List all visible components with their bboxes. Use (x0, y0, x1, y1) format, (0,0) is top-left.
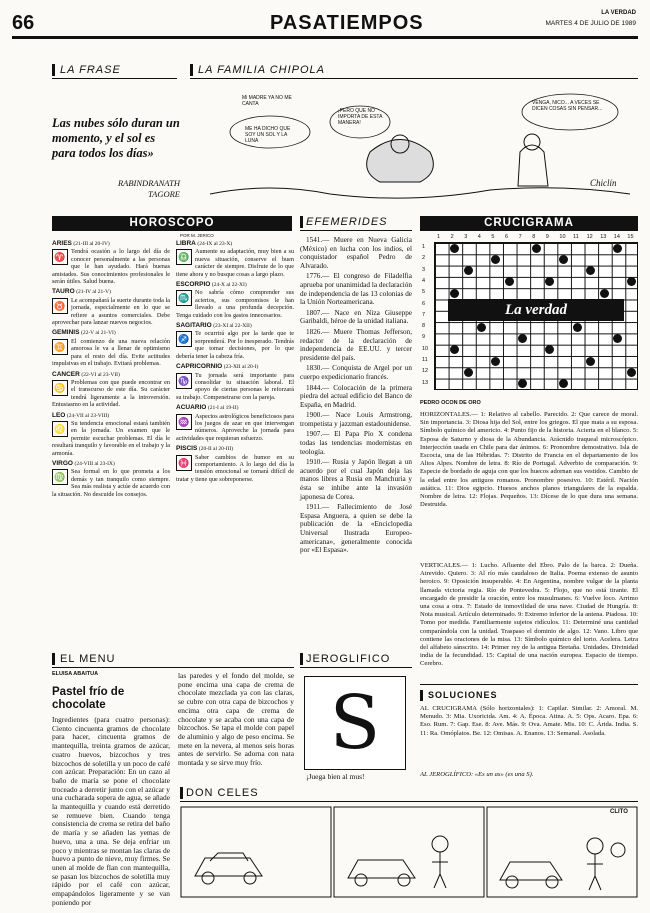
menu-recipe-body-1: Ingredientes (para cuatro personas): Ciento cincuenta gramos de chocolate para hacer, cincuenta gramos de mantequilla, treinta gramos de azúcar, cuatro huevos, bizcochos y tres bizcochos de soletilla y un poco de café con azúcar. Preparación: En un cazo al baño de maría se pone el chocolate troceado a derretir junto con el azúcar y una cucharada sopera de agua, se añade la mantequilla y cuando está derretido se remueve bien. Cuando tenga consistencia de crema se retira del baño de maría y se añaden las yemas de huevo, una a una. Se deja enfriar un poco y mientras se montan las claras de huevo a punto de nieve, muy firmes. Se unen al molde de flan con mantequilla, se pasan los bizcochos de soletilla muy rápido por el café con azúcar, empapándolos ligeramente y se van poniendo por (52, 715, 170, 907)
zodiac-icon: ♑ (176, 373, 192, 389)
jeroglifico-marker (300, 653, 303, 665)
bubble-2: ¡PERO QUE NO IMPORTA DE ESTA MANERA! (338, 108, 383, 126)
black-square (559, 379, 568, 388)
horoscope-sign (176, 363, 294, 401)
section-title: PASATIEMPOS (270, 12, 424, 34)
menu-rule (52, 667, 294, 668)
sign-dates: (20-II al 20-III) (198, 446, 234, 453)
crossword-verticales: VERTICALES.— 1: Lucho. Afluente del Ebro. Palo de la barca. 2: Dueña. Atrevido. Quiero. 3: Al río más caudaloso de Italia. Poema extenso de asunto heroico. 9: Oposición insuperable. 4: En Argentina, nombre vulgar de la planta llamada victoria regia. Río de Pontevedra. 5: Flojo, que no está tirante. El encargado de presidir la oración, entre los musulmanes. 6: Vuelve loco. Arrimo una cosa a otra. 7: Estado de inmovilidad de una nave. Ciudad de Hungría. 8: Nota musical. Artículo determinado. 9: Extremo inferior de la antena. Piadosa. 10: Tomo por medida. Familiarmente sujetos ridículos. 11: Determiné una cantidad comparándola con la unidad. Traspaso el dominio de algo. 12: Vano. Libro que contiene las oraciones de la misa. 13: Símbolo químico del torio. Acelera. Letra del alfabeto sánscrito. 14: Primer rey de la antigua Bretaña. Unidades. Divinidad india de la fecundidad. 15: Capital de una nación europea. Espacio de tiempo. Cerebro. (420, 562, 638, 668)
familia-rule (190, 78, 638, 79)
grid-col-number: 5 (491, 234, 495, 240)
sign-dates: (24-X al 22-XI) (211, 282, 247, 289)
grid-row-number: 9 (422, 334, 426, 341)
grid-row-number: 2 (422, 255, 426, 262)
horoscope-sign (176, 322, 294, 360)
zodiac-icon: ♏ (176, 290, 192, 306)
celes-marker (180, 787, 183, 799)
zodiac-icon: ♉ (52, 298, 68, 314)
sign-text: Te ocurrirá algo por la tarde que te sorprenderá. Por lo inesperado. Tendrás que tomar decisiones, por lo que debería tener la cabeza fría. (176, 330, 294, 360)
celes-rule (180, 801, 638, 802)
menu-recipe-body-2: las paredes y el fondo del molde, se pone encima una capa de crema de chocolate mezclada ya con las claras, se cubre con otra capa de bizcochos y encima otra capa de crema de chocolate y se acaba con una capa de bizcochos. Se tapa el molde con papel de aluminio y algo de peso encima. Se mete en la nevera, al menos seis horas antes de servirlo. Se adorna con nata montada y se sirve muy frío. (178, 671, 294, 768)
grid-row-number: 5 (422, 289, 426, 296)
sign-text: Tu jornada será importante para consolidar tu situación laboral. El apoyo de ciertas personas le reforzará su trabajo. Compenetrarse con la pareja. (176, 371, 294, 401)
crucigrama-heading-bar (420, 216, 638, 231)
efemeride-entry: 1844.— Colocación de la primera piedra del actual edificio del Banco de España, en Madrid. (300, 383, 412, 409)
newspaper-name: LA VERDAD (601, 10, 636, 16)
sign-text: Aumente su adaptación, muy bien a su nueva situación, conserve el buen carácter de siempre. Disfrute de lo que tiene ahora y no busque cosas a largo plazo. (176, 248, 294, 278)
grid-row-number: 1 (422, 244, 426, 250)
horoscope-sign (176, 281, 294, 319)
horoscopo-heading-bar (52, 216, 292, 231)
sign-dates: (24-VIII al 23-IX) (74, 460, 115, 467)
soluciones-marker (420, 690, 423, 701)
familia-heading: LA FAMILIA CHIPOLA (198, 64, 326, 76)
bubble-1: Mi MADRE YA NO ME CANTA (242, 95, 292, 107)
sign-name: LIBRA (176, 240, 196, 247)
black-square (450, 244, 459, 253)
sign-name: CANCER (52, 370, 80, 378)
jeroglifico-glyph: S (329, 680, 381, 766)
horoscopo-col-left (52, 240, 170, 501)
horoscopo-col-right (176, 240, 294, 486)
zodiac-icon: ♌ (52, 421, 68, 437)
zodiac-icon: ♎ (176, 249, 192, 265)
page-number: 66 (12, 12, 35, 34)
menu-marker (52, 653, 55, 665)
black-square (491, 357, 500, 366)
efemeride-entry: 1826.— Muere Thomas Jefferson, redactor de la declaración de independencia de EE.UU. y tercer presidente del país. (300, 327, 412, 362)
efemeride-entry: 1541.— Muere en Nueva Galicia (México) en lucha con los indios, el conquistador español Pedro de Alvarado. (300, 236, 412, 270)
sign-text: Aspectos astrológicos beneficiosos para los juegos de azar en que intervengan números. Aproveche la jornada para actividades que requieran esfuerzo. (176, 412, 294, 442)
menu-heading: EL MENU (60, 653, 116, 665)
comic-strip-don-celes (180, 806, 638, 898)
crossword-horizontales: HORIZONTALES.— 1: Relativo al cabello. Parecido. 2: Que carece de moral. Sin importancia. 3: Diosa hija del Sol, entre los griegos. El que mata a su esposa. Símbolo químico del americio. 4: Punto fijo de la historia. Acierta en el blanco. 5: Esposa de Saturno y diosa de la Abundancia. Arácnido traqueal microscópico. Interjección usada en Chile para dar ánimos. 6: Pronombre demostrativo. Isla de Escocia, una de las Hébridas. 7: Distrito de Francia en el departamento de los Altos Alpes. Nombre de letra. 8: Río de Portugal. Adverbio de comparación. 9: Especie de bordado de aguja con que los huecos adornan sus vestidos. Cambio de la edad entre los antiguos romanos. Pronombre posesivo. 10: Estéril. Nación asiática. 11: Dios egipcio. Huesos anchos planos triangulares de la espalda. Nombre de letra. 12: Flojas. Pequeños. 13: Dícese de lo que dura una semana. Destruida. (420, 411, 638, 509)
soluciones-jeroglifico: AL JEROGLÍFICO: «Es un as» (es una S). (420, 771, 534, 778)
zodiac-icon: ♊ (52, 339, 68, 355)
efemeride-entry: 1830.— Conquista de Argel por un cuerpo expedicionario francés. (300, 364, 412, 381)
zodiac-icon: ♋ (52, 380, 68, 396)
grid-col-number: 12 (586, 234, 593, 240)
horoscope-sign (52, 460, 170, 498)
sign-dates: (22-VI al 23-VII) (81, 371, 120, 378)
horoscopo-heading: HOROSCOPO (129, 217, 215, 229)
grid-col-number: 8 (532, 234, 536, 240)
issue-date: MARTES 4 DE JULIO DE 1989 (545, 20, 636, 27)
grid-col-number: 1 (437, 234, 441, 240)
celes-drawing (180, 806, 638, 898)
jeroglifico-heading: JEROGLIFICO (306, 653, 391, 665)
efemerides-marker (300, 216, 303, 228)
familia-marker (190, 64, 193, 76)
sign-name: SAGITARIO (176, 322, 212, 330)
grid-col-number: 6 (505, 234, 509, 240)
efemeride-entry: 1807.— Nace en Niza Giuseppe Garibaldi, héroe de la unidad italiana. (300, 308, 412, 326)
black-square (505, 277, 514, 286)
zodiac-icon: ♒ (176, 414, 192, 430)
horoscope-sign (52, 288, 170, 326)
sign-name: GEMINIS (52, 329, 80, 337)
sign-dates: (21-IV al 21-V) (76, 289, 111, 296)
efemeride-entry: 1776.— El congreso de Filadelfia aprueba por unanimidad la declaración de independencia de las 13 colonias de la Unión Norteamericana. (300, 272, 412, 307)
sign-dates: (21-III al 20-IV) (73, 241, 110, 247)
menu-author: ELUISA ABAITUA (52, 671, 99, 677)
sign-name: ESCORPIO (176, 281, 211, 289)
header-rule (12, 36, 638, 39)
grid-col-number: 13 (600, 234, 607, 240)
sign-text: Saber cambios de humor en su comportamiento. A lo largo del día la tensión emocional se tornará difícil de tratar y tiene que sobreponerse. (176, 453, 294, 483)
sign-name: ACUARIO (176, 404, 207, 412)
black-square (627, 368, 636, 377)
menu-recipe-title: Pastel frío de chocolate (52, 686, 125, 711)
jeroglifico-rule (300, 667, 412, 668)
sign-dates: (24-IX al 23-X) (197, 241, 233, 247)
grid-row-number: 6 (422, 300, 426, 307)
grid-col-number: 15 (627, 234, 634, 240)
sign-dates: (24-VII al 23-VIII) (66, 412, 110, 419)
sign-text: El comienzo de una nueva relación amorosa le va a llenar de optimismo para el resto del día. Evite actitudes impulsivas en el trabajo. Evitará problemas. (52, 337, 170, 368)
zodiac-icon: ♓ (176, 455, 192, 471)
sign-dates: (23-XII al 20-I) (223, 364, 259, 371)
black-square (491, 255, 500, 264)
sign-text: Problemas con que puede encontrar en el transcurso de este día. Su carácter tendrá ligeramente a la introversión. Entusiasmo en la actividad. (52, 378, 170, 409)
sign-dates: (21-I al 19-II) (207, 405, 239, 412)
efemerides-rule (300, 230, 412, 231)
grid-row-number: 12 (422, 368, 429, 375)
soluciones-crucigrama: AL CRUCIGRAMA (Sólo horizontales): 1: Capilar. Similar. 2: Amoral. M. Menudo. 3: Mia. Uxoricida. Am. 4: A. Época. Atina. A. 5: Ops. Acaro. Epa. 6: Eso. Rum. 7: Gap. Ese. 8: Ave. Más. 9: Ova. Amate. Mis. 10: C. Árida. India. S. 11: Ra. Omóplatos. Be. 12: Omisas. A. Enanos. 13: Semanal. Asolada. (420, 705, 638, 737)
grid-col-number: 3 (464, 234, 468, 240)
grid-row-number: 10 (422, 345, 429, 352)
grid-row-number: 3 (422, 266, 426, 273)
crucigrama-heading: CRUCIGRAMA (484, 217, 574, 229)
celes-signature: CLITO (610, 809, 628, 815)
grid-col-number: 10 (559, 234, 566, 240)
celes-heading: DON CELES (186, 787, 259, 799)
crossword-grid[interactable] (420, 234, 638, 394)
horoscope-sign (52, 240, 170, 285)
horoscope-sign (52, 329, 170, 367)
grid-row-number: 11 (422, 357, 428, 363)
grid-col-number: 4 (477, 234, 481, 240)
grid-row-number: 7 (422, 311, 426, 318)
grid-col-number: 11 (573, 234, 579, 240)
sign-name: PISCIS (176, 445, 198, 453)
frase-author: RABINDRANATH TAGORE (117, 178, 180, 199)
grid-col-number: 7 (518, 234, 522, 240)
zodiac-icon: ♐ (176, 331, 192, 347)
efemerides-list (300, 236, 412, 557)
crossword-author: PEDRO OCON DE ORO (420, 400, 481, 406)
efemeride-entry: 1900.— Nace Louis Armstrong, trompetista y jazzman estadounidense. (300, 411, 412, 428)
black-square (600, 289, 609, 298)
grid-row-number: 8 (422, 323, 426, 330)
horoscopo-byline: POR M. JERICO (180, 233, 214, 238)
grid-row-number: 4 (422, 277, 426, 284)
soluciones-heading: SOLUCIONES (428, 690, 498, 700)
grid-col-number: 2 (450, 234, 454, 240)
sign-text: Su tendencia emocional estará también en la jornada. Un examen que le permite escuchar problemas. El día le resultará tranquilo y favorable en el trabajo y la armonía. (52, 419, 170, 457)
black-square (477, 323, 486, 332)
frase-marker (52, 64, 55, 76)
black-square (613, 244, 622, 253)
bubble-3: ME HA DICHO QUE SOY UN SOL Y LA LUNA (245, 126, 291, 144)
horoscope-sign (176, 404, 294, 442)
sign-name: CAPRICORNIO (176, 363, 223, 371)
sign-dates: (22-V al 21-VI) (81, 330, 116, 337)
sign-text: Le acompañará la suerte durante toda la jornada, especialmente en lo que se refiere a asuntos comerciales. Debe aprovechar para lanzar nuevos negocios. (52, 296, 170, 327)
efemerides-heading: EFEMERIDES (306, 216, 388, 228)
horoscope-sign (52, 412, 170, 457)
comic-signature: Chiclín (590, 178, 617, 188)
sign-text: No sabría cómo comprender sus aciertos, sus compromisos le han llevado a una profunda decepción. Tenga cuidado con los gastos innecesarios. (176, 289, 294, 319)
sign-name: TAURO (52, 288, 75, 296)
jeroglifico-picture (304, 676, 406, 770)
bubble-4: VENGA, NICO... A VECES SE DICEN COSAS SIN PENSAR... (532, 100, 603, 112)
horoscope-sign (52, 371, 170, 409)
grid-row-number: 13 (422, 379, 429, 386)
comic-strip-chipola (190, 82, 638, 200)
grid-col-number: 9 (545, 234, 549, 240)
sign-dates: (23-XI al 22-XII) (213, 323, 252, 330)
efemeride-entry: 1907.— El Papa Pío X condena todas las tendencias modernistas en teología. (300, 430, 412, 456)
sign-text: Tendrá ocasión a lo largo del día de conocer personalmente a las personas que le han ayudado. Hará buenas amistades. Sus conocimientos profesionales le serán útiles. Salud buena. (52, 248, 170, 286)
sign-name: VIRGO (52, 459, 73, 467)
zodiac-icon: ♈ (52, 249, 68, 265)
black-square (586, 357, 595, 366)
jeroglifico-caption: ¡Juega bien al mus! (306, 772, 365, 781)
horoscope-sign (176, 445, 294, 483)
black-square (450, 289, 459, 298)
frase-quote: Las nubes sólo duran un momento, y el sol es para todos los días» (52, 116, 180, 160)
black-square (532, 244, 541, 253)
zodiac-icon: ♍ (52, 469, 68, 485)
black-square (518, 334, 527, 343)
black-square (573, 323, 582, 332)
frase-heading: LA FRASE (60, 64, 121, 76)
black-square (464, 266, 473, 275)
black-square (464, 368, 473, 377)
sign-name: ARIES (52, 240, 72, 247)
efemeride-entry: 1910.— Rusia y Japón llegan a un acuerdo por el cual Japón deja las manos libres a Rusia en Manchuria y ésta se inhibe ante la invasión japonesa de Corea. (300, 458, 412, 501)
frase-rule (52, 78, 177, 79)
grid-col-number: 14 (613, 234, 620, 240)
grid-banner: La verdad (448, 299, 625, 322)
efemeride-entry: 1911.— Fallecimiento de José Espasa Anguera, a quien se debe la publicación de la «Enciclopedia Universal Ilustrada Europeo-americana», generalmente conocida por «El Espasa». (300, 503, 412, 555)
horoscope-sign (176, 240, 294, 278)
sign-name: LEO (52, 411, 66, 419)
soluciones-rule-top (420, 684, 638, 685)
black-square (559, 255, 568, 264)
sign-text: Sea formal en lo que prometa a los demás y tan tranquilo como siempre. Sea más realista y actúe de acuerdo con la situación. No descuide los consejos. (52, 468, 170, 498)
